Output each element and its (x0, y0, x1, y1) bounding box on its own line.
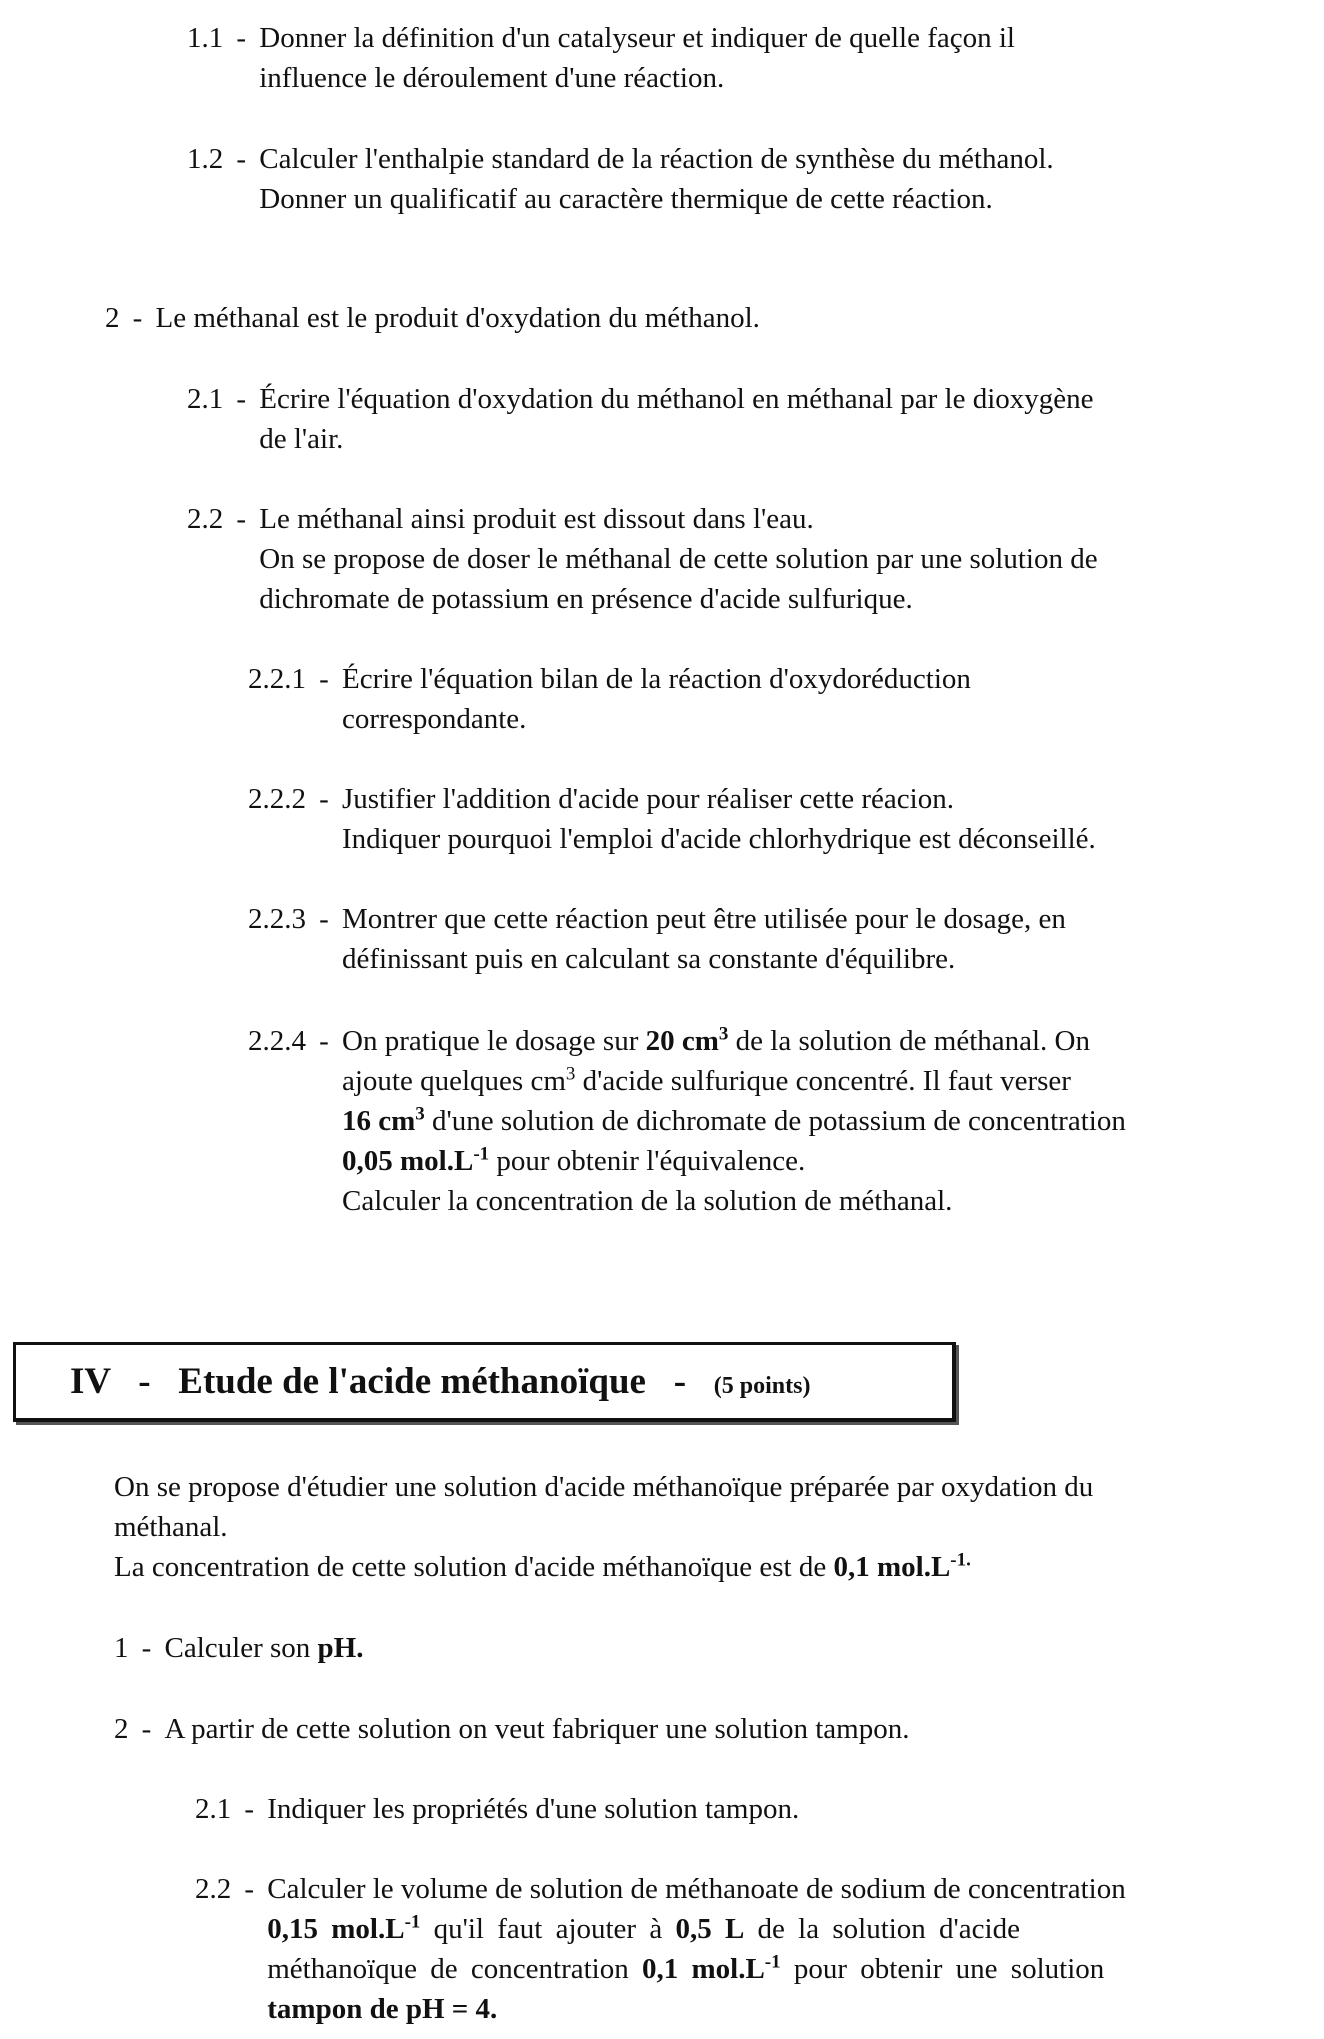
question-text: tampon de pH = 4. (267, 1993, 498, 2025)
question-1-2: 1.2 - Calculer l'enthalpie standard de la réaction de synthèse du méthanol. Donner un qualificatif au caractère thermique de cette réaction. (187, 139, 1054, 219)
question-text: ajoute quelques $cm^3$ d'acide sulfurique concentré. Il faut verser (342, 1063, 1071, 1097)
question-iv-2-2: 2.2 - Calculer le volume de solution de méthanoate de sodium de concentration 0,15 $mol.L^{-1}$ qu'il faut ajouter à 0,5 L de la solution d'acide méthanoïque de concentration 0,1 $mol.L^{-1}$ pour obtenir une solution tampon de pH = 4. (195, 1869, 1277, 2029)
question-text: Calculer l'enthalpie standard de la réaction de synthèse du méthanol. (259, 143, 1054, 175)
question-text: méthanoïque de concentration 0,1 $mol.L^{-1}$ pour obtenir une solution (267, 1951, 1105, 1985)
intro-text: La concentration de cette solution d'acide méthanoïque est de 0,1 $mol.L^{-1.}$ (114, 1549, 971, 1583)
question-number: 1.2 (187, 143, 224, 175)
question-text: Donner la définition d'un catalyseur et indiquer de quelle façon il (259, 22, 1015, 54)
intro-text: On se propose d'étudier une solution d'acide méthanoïque préparée par oxydation du (114, 1471, 1094, 1503)
question-text: Montrer que cette réaction peut être utilisée pour le dosage, en (342, 903, 1066, 935)
question-number: 2.1 (187, 383, 224, 415)
question-text: Calculer la concentration de la solution de méthanal. (342, 1185, 953, 1217)
question-text: On se propose de doser le méthanal de cette solution par une solution de (259, 543, 1098, 575)
question-text: Donner un qualificatif au caractère thermique de cette réaction. (259, 183, 993, 215)
question-text: correspondante. (342, 703, 527, 735)
question-number: 2.1 (195, 1793, 232, 1825)
question-number: 2.2.3 (248, 903, 306, 935)
question-number: 2.2 (195, 1873, 232, 1905)
section-intro (114, 1467, 1093, 1587)
question-text: A partir de cette solution on veut fabriquer une solution tampon. (164, 1713, 910, 1745)
section-points: (5 points) (713, 1373, 811, 1399)
question-number: 2.2.4 (248, 1025, 306, 1057)
question-text: influence le déroulement d'une réaction. (259, 62, 725, 94)
question-iv-2: 2 - A partir de cette solution on veut fabriquer une solution tampon. (114, 1709, 909, 1749)
question-text: dichromate de potassium en présence d'acide sulfurique. (259, 583, 913, 615)
question-number: 2 (105, 302, 120, 334)
question-number: 1.1 (187, 22, 224, 54)
section-title: IV - Etude de l'acide méthanoïque - (5 points) (70, 1361, 811, 1402)
question-2-2: 2.2 - Le méthanal ainsi produit est dissout dans l'eau. On se propose de doser le méthanal de cette solution par une solution de dichromate de potassium en présence d'acide sulfurique. (187, 499, 1098, 619)
question-1-1: 1.1 - Donner la définition d'un catalyseur et indiquer de quelle façon il influence le déroulement d'une réaction. (187, 18, 1015, 98)
section-title-text: Etude de l'acide méthanoïque (178, 1361, 646, 1402)
question-number: 2.2.1 (248, 663, 306, 695)
question-text: On pratique le dosage sur 20 $cm^3$ de la solution de méthanal. On (342, 1023, 1090, 1057)
section-number: IV (70, 1361, 111, 1402)
question-text: 0,15 $mol.L^{-1}$ qu'il faut ajouter à 0,5 L de la solution d'acide (267, 1911, 1020, 1945)
question-text: Le méthanal ainsi produit est dissout dans l'eau. (259, 503, 814, 535)
question-iv-1: 1 - Calculer son pH. (114, 1628, 363, 1668)
question-text: Écrire l'équation d'oxydation du méthanol en méthanal par le dioxygène (259, 383, 1094, 415)
question-text: Justifier l'addition d'acide pour réaliser cette réacion. (342, 783, 954, 815)
question-2-2-2: 2.2.2 - Justifier l'addition d'acide pour réaliser cette réacion. Indiquer pourquoi l'emploi d'acide chlorhydrique est déconseillé. (248, 779, 1096, 859)
question-text: Indiquer les propriétés d'une solution tampon. (267, 1793, 800, 1825)
question-number: 2 (114, 1713, 129, 1745)
question-2-2-4: 2.2.4 - On pratique le dosage sur 20 $cm^3$ de la solution de méthanal. On ajoute quelques $cm^3$ d'acide sulfurique concentré. Il faut verser 16 $cm^3$ d'une solution de dichromate de potassium de concentration 0,05 $mol.L^{-1}$ pour obtenir l'équivalence. Calculer la concentration de la solution de méthanal. (248, 1021, 1126, 1221)
intro-text: méthanal. (114, 1511, 228, 1543)
question-text: Écrire l'équation bilan de la réaction d'oxydoréduction (342, 663, 971, 695)
question-2-1: 2.1 - Écrire l'équation d'oxydation du méthanol en méthanal par le dioxygène de l'air. (187, 379, 1094, 459)
question-2-2-3: 2.2.3 - Montrer que cette réaction peut être utilisée pour le dosage, en définissant puis en calculant sa constante d'équilibre. (248, 899, 1066, 979)
question-2: 2 - Le méthanal est le produit d'oxydation du méthanol. (105, 298, 760, 338)
question-text: de l'air. (259, 423, 344, 455)
question-text: 16 $cm^3$ d'une solution de dichromate de potassium de concentration (342, 1103, 1126, 1137)
question-iv-2-1: 2.1 - Indiquer les propriétés d'une solution tampon. (195, 1789, 799, 1829)
question-text: Calculer le volume de solution de méthanoate de sodium de concentration (267, 1873, 1126, 1905)
question-text: Indiquer pourquoi l'emploi d'acide chlorhydrique est déconseillé. (342, 823, 1096, 855)
question-text: définissant puis en calculant sa constante d'équilibre. (342, 943, 956, 975)
question-text: 0,05 $mol.L^{-1}$ pour obtenir l'équivalence. (342, 1143, 806, 1177)
question-number: 2.2 (187, 503, 224, 535)
question-text: Le méthanal est le produit d'oxydation du méthanol. (155, 302, 760, 334)
question-text: Calculer son pH. (164, 1632, 364, 1664)
question-number: 2.2.2 (248, 783, 306, 815)
question-2-2-1: 2.2.1 - Écrire l'équation bilan de la réaction d'oxydoréduction correspondante. (248, 659, 971, 739)
question-number: 1 (114, 1632, 129, 1664)
